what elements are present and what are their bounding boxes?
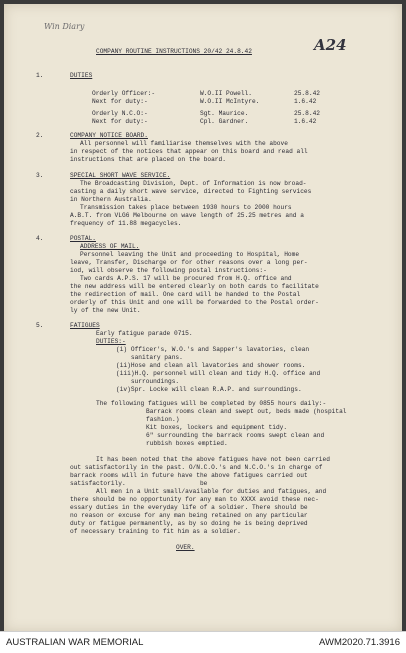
paragraph-line: casting a daily short wave service, directed to Fighting services [70,188,312,195]
duty-item: surroundings. [116,378,180,385]
duty-label: Next for duty:- [92,118,148,125]
daily-item: rubbish boxes emptied. [146,440,228,447]
paragraph-line: The Broadcasting Division, Dept. of Information is now broad- [80,180,307,187]
footer-institution: AUSTRALIAN WAR MEMORIAL [6,637,144,648]
duty-item: (iv)Spr. Locke will clean R.A.P. and surroundings. [116,386,302,393]
duty-item: (i) Officer's, W.O.'s and Sapper's lavatories, clean [116,346,310,353]
duty-label: Orderly Officer:- [92,90,156,97]
paragraph-line: of necessary training to fit him as a soldier. [70,528,241,535]
paragraph-line: barrack rooms will in future have the above fatigues carried out [70,472,308,479]
daily-item: Barrack rooms clean and swept out, beds made (hospital [146,408,347,415]
paragraph-line: instructions that are placed on the board. [70,156,226,163]
paragraph-line: Early fatigue parade 0715. [96,330,193,337]
paragraph-line: The following fatigues will be completed by 0855 hours daily:- [96,400,327,407]
paragraph-line: Transmission takes place between 1930 hours to 2000 hours [80,204,292,211]
duties-label: DUTIES:- [96,338,126,345]
footer-accession-number: AWM2020.71.3916 [319,637,400,648]
paragraph-line: Personnel leaving the Unit and proceeding to Hospital, Home [80,251,300,258]
paragraph-line: there should be no opportunity for any man to XXXX avoid these nec- [70,496,319,503]
duty-date: 25.8.42 [294,90,320,97]
section-heading-short-wave: SPECIAL SHORT WAVE SERVICE. [70,172,171,179]
paragraph-line: leave, Transfer, Discharge or for other reasons over a long per- [70,259,308,266]
duty-name: W.O.II Powell. [200,90,252,97]
paragraph-line: frequency of 11.88 megacycles. [70,220,182,227]
duty-item: (ii)Hose and clean all lavatories and shower rooms. [116,362,306,369]
paragraph-line: It has been noted that the above fatigues have not been carried [96,456,330,463]
paragraph-line: ly of the new Unit. [70,307,141,314]
daily-item: Kit boxes, lockers and equipment tidy. [146,424,288,431]
section-heading-fatigues: FATIGUES [70,322,100,329]
document-body [4,4,402,632]
duty-date: 25.8.42 [294,110,320,117]
section-subheading-address-of-mail: ADDRESS OF MAIL. [80,243,140,250]
section-heading-notice-board: COMPANY NOTICE BOARD. [70,132,148,139]
duty-name: Cpl. Gardner. [200,118,249,125]
handwritten-reference: A24 [314,36,347,54]
paragraph-line: in Northern Australia. [70,196,152,203]
daily-item: 6" surrounding the barrack rooms swept clean and [146,432,325,439]
paragraph-line: in respect of the notices that appear on this board and read all [70,148,308,155]
paragraph-line: the redirection of mail. One card will be handed to the Postal [70,291,301,298]
duty-label: Next for duty:- [92,98,148,105]
handwritten-note: Win Diary [44,22,85,31]
paragraph-line: All personnel will familiarise themselves with the above [80,140,288,147]
paragraph-line: Two cards A.P.S. 17 will be procured from H.Q. office and [80,275,292,282]
section-number: 1. [36,72,44,79]
duty-name: W.O.II McIntyre. [200,98,260,105]
duty-label: Orderly N.C.O:- [92,110,148,117]
paragraph-line: duty or fatigue permanently, as by so doing he is being deprived [70,520,308,527]
section-number: 3. [36,172,44,179]
duty-name: Sgt. Maurice. [200,110,249,117]
section-number: 4. [36,235,44,242]
document-page [4,4,402,632]
section-heading-postal: POSTAL. [70,235,96,242]
paragraph-line: no reason or excuse for any man being retained on any particular [70,512,308,519]
footer-bar [0,631,406,653]
over-marker: OVER. [176,544,195,551]
paragraph-line: A.B.T. from VLG6 Melbourne on wave length of 25.25 metres and a [70,212,304,219]
duty-item: sanitary pans. [116,354,183,361]
section-heading-duties: DUTIES [70,72,93,79]
paragraph-line: iod, will observe the following postal instructions:- [70,267,267,274]
section-number: 5. [36,322,44,329]
paragraph-line: the new address will be entered clearly on both cards to facilitate [70,283,319,290]
duty-item: (iii)H.Q. personnel will clean and tidy H.Q. office and [116,370,321,377]
paragraph-line: out satisfactorily in the past. O/N.C.O.'s and N.C.O.'s in charge of [70,464,323,471]
duty-date: 1.6.42 [294,98,317,105]
paragraph-line: orderly of this Unit and one will be forwarded to the Postal order- [70,299,319,306]
paragraph-line: essary duties in the everyday life of a soldier. There should be [70,504,308,511]
section-number: 2. [36,132,44,139]
duty-date: 1.6.42 [294,118,317,125]
daily-item: fashion.) [146,416,180,423]
paragraph-line: All men in a Unit small/available for duties and fatigues, and [96,488,327,495]
document-title: COMPANY ROUTINE INSTRUCTIONS 20/42 24.8.42 [96,48,252,55]
paragraph-line: satisfactorily. be [70,480,208,487]
